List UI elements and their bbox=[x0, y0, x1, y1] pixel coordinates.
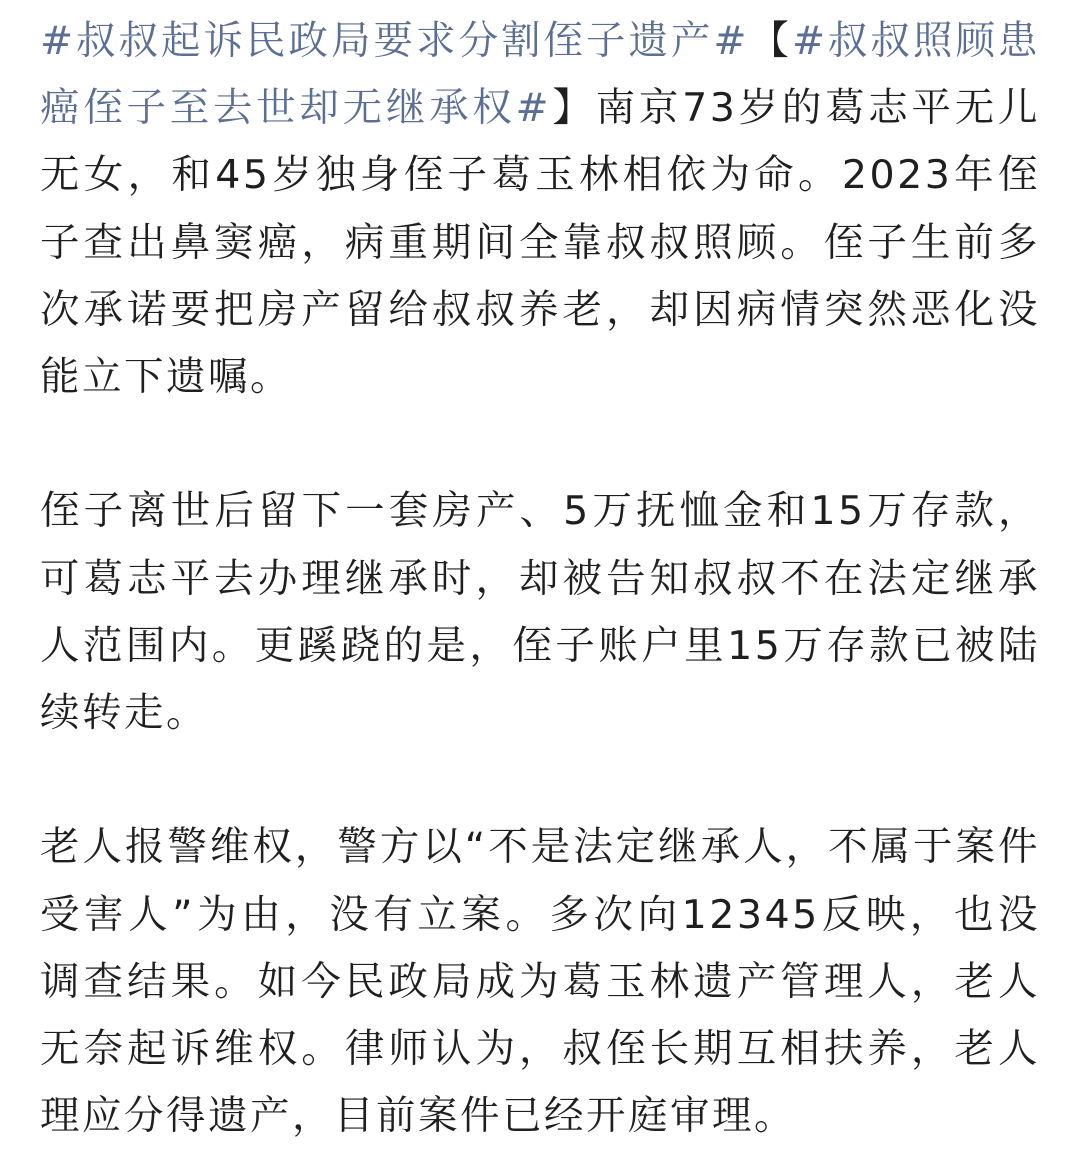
post-paragraph-2: 侄子离世后留下一套房产、5万抚恤金和15万存款，可葛志平去办理继承时，却被告知叔叔不在法定继承人范围内。更蹊跷的是，侄子账户里15万存款已被陆续转走。 bbox=[40, 488, 1040, 737]
post-body bbox=[40, 8, 1040, 1150]
intro-text: 南京73岁的葛志平无儿无女，和45岁独身侄子葛玉林相依为命。2023年侄子查出鼻窦癌，病重期间全靠叔叔照顾。侄子生前多次承诺要把房产留给叔叔养老，却因病情突然恶化没能立下遗嘱。 bbox=[40, 85, 1040, 401]
hashtag-link-1[interactable]: #叔叔起诉民政局要求分割侄子遗产# bbox=[40, 18, 749, 64]
bracket-close: 】 bbox=[551, 85, 596, 132]
hashtag-link-2[interactable]: #叔叔照顾患癌侄子至去世却无继承权# bbox=[40, 18, 1040, 132]
bracket-open: 【 bbox=[748, 18, 792, 64]
post-paragraph-3: 老人报警维权，警方以“不是法定继承人，不属于案件受害人”为由，没有立案。多次向12345反映，也没调查结果。如今民政局成为葛玉林遗产管理人，老人无奈起诉维权。律师认为，叔侄长期互相扶养，老人理应分得遗产，目前案件已经开庭审理。 bbox=[40, 824, 1040, 1140]
post-paragraph-1 bbox=[40, 8, 1040, 411]
